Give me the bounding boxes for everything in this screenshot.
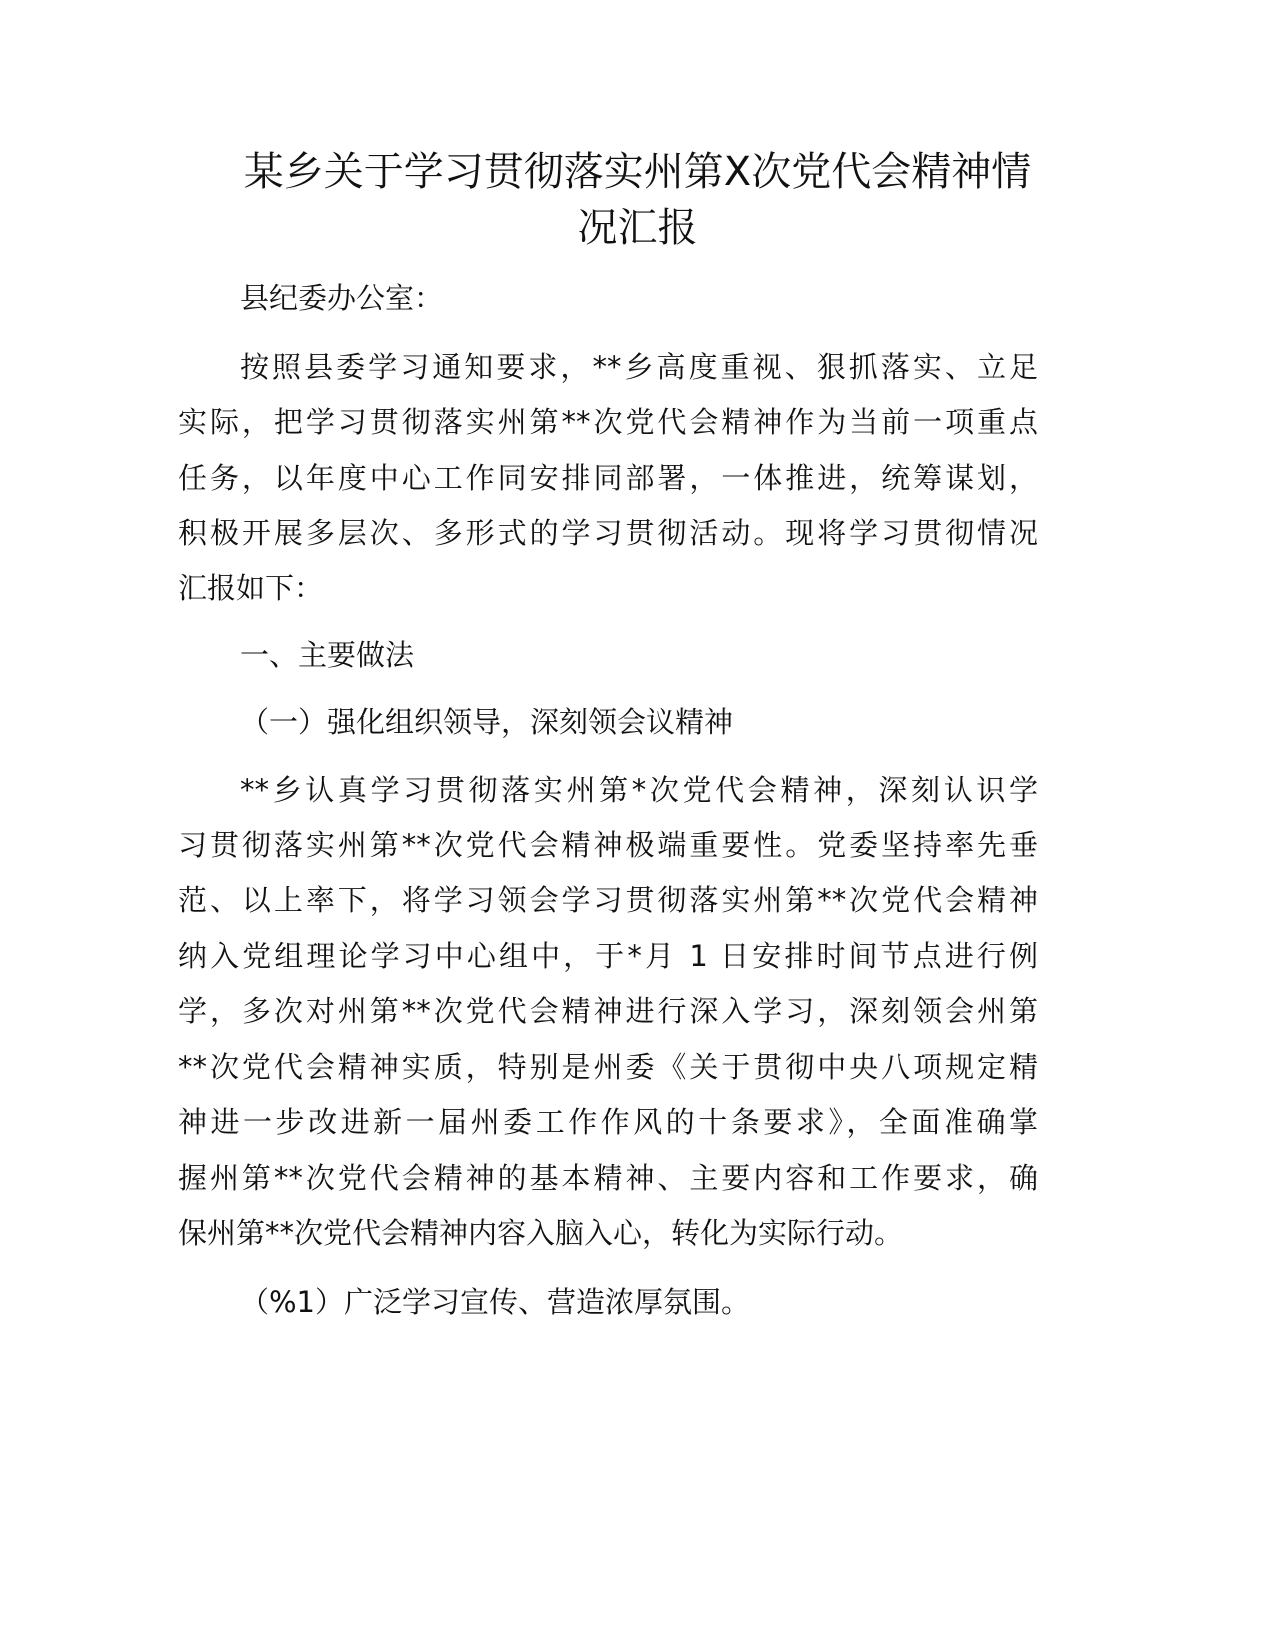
document-title-line-1: 某乡关于学习贯彻落实州第Ⅹ次党代会精神情 [243, 149, 1032, 195]
paragraph-line: 任务，以年度中心工作同安排同部署，一体推进，统筹谋划， [178, 461, 1038, 495]
subsection-heading: （一）强化组织领导，深刻领会议精神 [240, 705, 734, 739]
subsection-heading: （%1）广泛学习宣传、营造浓厚氛围。 [240, 1285, 751, 1319]
paragraph-line: 习贯彻落实州第**次党代会精神极端重要性。党委坚持率先垂 [178, 828, 1038, 862]
paragraph-line: **乡认真学习贯彻落实州第*次党代会精神，深刻认识学 [240, 773, 1038, 807]
paragraph-line: 范、以上率下，将学习领会学习贯彻落实州第**次党代会精神 [178, 883, 1038, 917]
paragraph-line: 学，多次对州第**次党代会精神进行深入学习，深刻领会州第 [178, 994, 1038, 1028]
paragraph-line: **次党代会精神实质，特别是州委《关于贯彻中央八项规定精 [178, 1050, 1038, 1084]
paragraph-line: 按照县委学习通知要求，**乡高度重视、狠抓落实、立足 [240, 350, 1038, 384]
paragraph-line: 积极开展多层次、多形式的学习贯彻活动。现将学习贯彻情况 [178, 516, 1038, 550]
section-heading: 一、主要做法 [240, 638, 415, 672]
salutation: 县纪委办公室： [240, 281, 444, 315]
paragraph-line: 汇报如下： [178, 571, 324, 605]
paragraph-line: 握州第**次党代会精神的基本精神、主要内容和工作要求，确 [178, 1161, 1038, 1195]
paragraph-line: 实际，把学习贯彻落实州第**次党代会精神作为当前一项重点 [178, 405, 1038, 439]
paragraph-line: 纳入党组理论学习中心组中，于*月 1 日安排时间节点进行例 [178, 939, 1038, 973]
document-title-line-2: 况汇报 [577, 205, 698, 251]
paragraph-line: 神进一步改进新一届州委工作作风的十条要求》，全面准确掌 [178, 1105, 1038, 1139]
paragraph-line: 保州第**次党代会精神内容入脑入心，转化为实际行动。 [178, 1216, 904, 1250]
